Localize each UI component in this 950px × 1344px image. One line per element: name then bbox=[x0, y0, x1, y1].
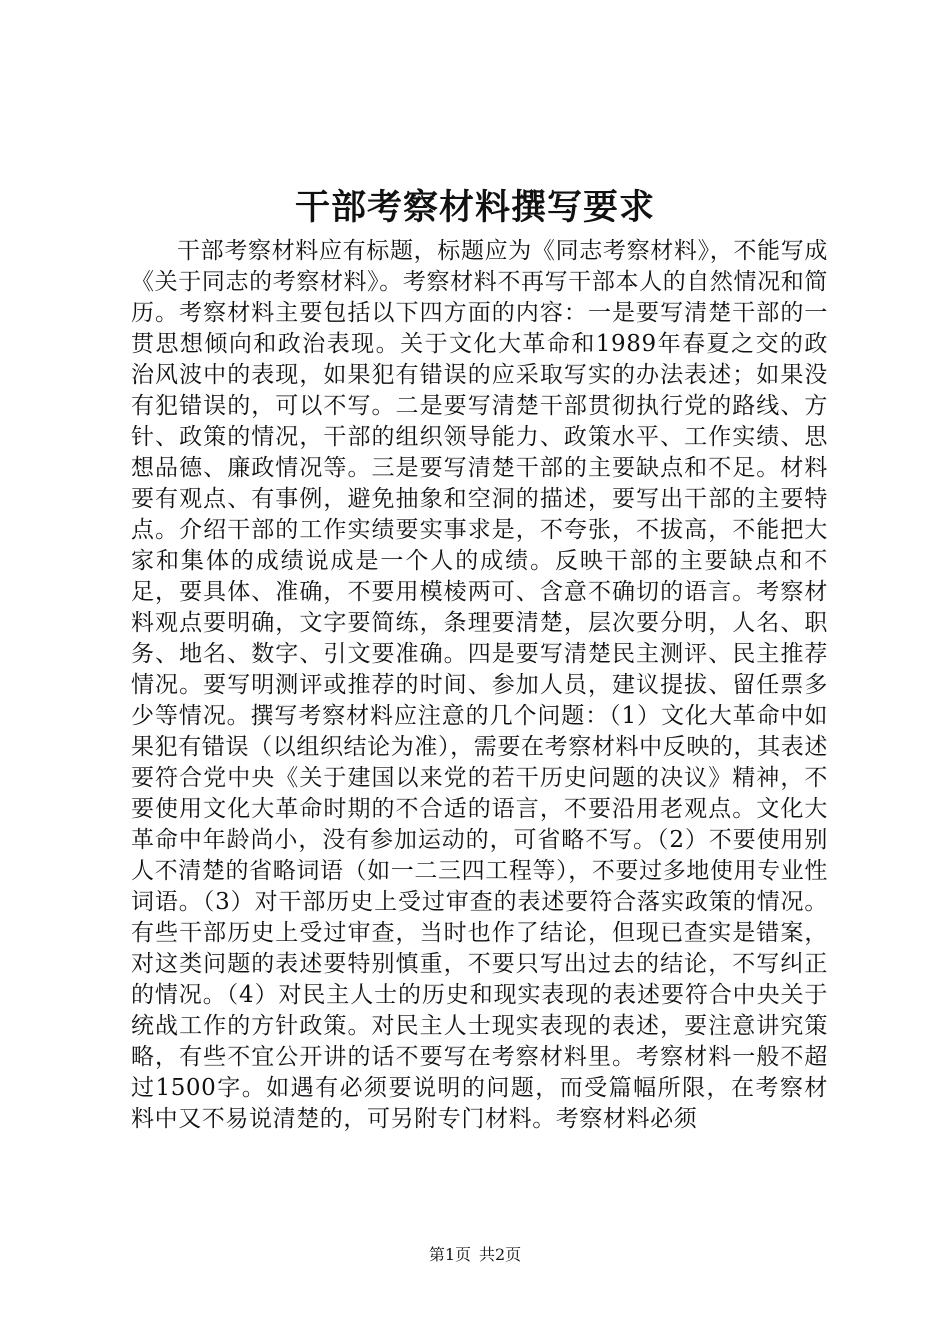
document-body-paragraph: 干部考察材料应有标题，标题应为《同志考察材料》，不能写成《关于同志的考察材料》。考察材料不再写干部本人的自然情况和简历。考察材料主要包括以下四方面的内容：一是要写清楚干部的一贯思想倾向和政治表现。关于文化大革命和1989年春夏之交的政治风波中的表现，如果犯有错误的应采取写实的办法表述；如果没有犯错误的，可以不写。二是要写清楚干部贯彻执行党的路线、方针、政策的情况，干部的组织领导能力、政策水平、工作实绩、思想品德、廉政情况等。三是要写清楚干部的主要缺点和不足。材料要有观点、有事例，避免抽象和空洞的描述，要写出干部的主要特点。介绍干部的工作实绩要实事求是，不夸张，不拔高，不能把大家和集体的成绩说成是一个人的成绩。反映干部的主要缺点和不足，要具体、准确，不要用模棱两可、含意不确切的语言。考察材料观点要明确，文字要简练，条理要清楚，层次要分明，人名、职务、地名、数字、引文要准确。四是要写清楚民主测评、民主推荐情况。要写明测评或推荐的时间、参加人员，建议提拔、留任票多少等情况。撰写考察材料应注意的几个问题：（1）文化大革命中如果犯有错误（以组织结论为准），需要在考察材料中反映的，其表述要符合党中央《关于建国以来党的若干历史问题的决议》精神，不要使用文化大革命时期的不合适的语言，不要沿用老观点。文化大革命中年龄尚小，没有参加运动的，可省略不写。（2）不要使用别人不清楚的省略词语（如一二三四工程等），不要过多地使用专业性词语。（3）对干部历史上受过审查的表述要符合落实政策的情况。有些干部历史上受过审查，当时也作了结论，但现已查实是错案，对这类问题的表述要特别慎重，不要只写出过去的结论，不写纠正的情况。（4）对民主人士的历史和现实表现的表述要符合中央关于统战工作的方针政策。对民主人士现实表现的表述，要注意讲究策略，有些不宜公开讲的话不要写在考察材料里。考察材料一般不超过1500字。如遇有必须要说明的问题，而受篇幅所限，在考察材料中又不易说清楚的，可另附专门材料。考察材料必须 bbox=[131, 238, 828, 1132]
page-number: 第1页 bbox=[428, 1245, 471, 1264]
page-footer bbox=[0, 1243, 950, 1267]
document-title: 干部考察材料撰写要求 bbox=[294, 187, 655, 228]
page-total: 共2页 bbox=[479, 1245, 522, 1264]
